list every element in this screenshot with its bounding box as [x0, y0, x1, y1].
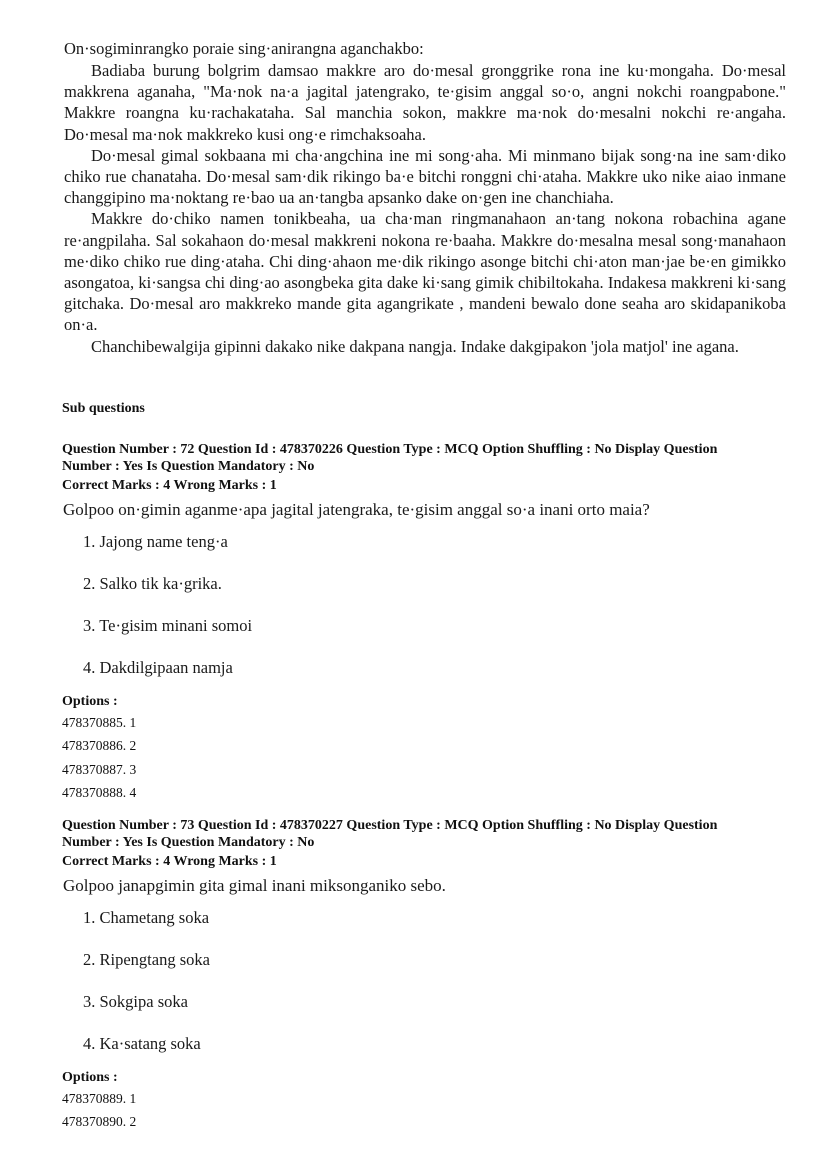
sub-questions-label: Sub questions	[62, 401, 145, 416]
choice-list	[62, 521, 782, 689]
question-text: Golpoo janapgimin gita gimal inani miksonganiko sebo.	[63, 875, 446, 895]
choice-item: 3. Te·gisim minani somoi	[83, 615, 253, 635]
choice-item: 1. Chametang soka	[83, 907, 210, 927]
choice-item: 4. Dakdilgipaan namja	[83, 657, 233, 677]
passage-paragraph: Do·mesal gimal sokbaana mi cha·angchina ine mi song·aha. Mi minmano bijak song·na ine sam·diko chiko rue chanataha. Do·mesal sam·dik rikingo ba·e bitchi ronggni chi·ataha. Makkre uko nike aiao inmane changgipino ma·noktang re·bao ua an·tangba apsanko dake on·gen ine chanchiaha.	[64, 145, 786, 208]
choice-item: 2. Salko tik ka·grika.	[83, 573, 222, 593]
options-label: Options :	[62, 693, 118, 709]
option-item: 478370887. 3	[62, 761, 137, 777]
passage-heading: On·sogiminrangko poraie sing·anirangna aganchakbo:	[64, 39, 424, 58]
option-item: 478370890. 2	[62, 1114, 137, 1129]
question-marks: Correct Marks : 4 Wrong Marks : 1	[62, 478, 277, 493]
question-block-73	[62, 818, 782, 1134]
question-meta: Question Number : 73 Question Id : 478370227 Question Type : MCQ Option Shuffling : No Display Question	[62, 818, 718, 833]
question-marks: Correct Marks : 4 Wrong Marks : 1	[62, 854, 277, 869]
question-block-72	[62, 442, 782, 805]
option-item: 478370885. 1	[62, 714, 137, 730]
choice-list	[62, 897, 782, 1065]
choice-item: 1. Jajong name teng·a	[83, 531, 228, 551]
choice-item: 3. Sokgipa soka	[83, 991, 188, 1011]
option-item: 478370886. 2	[62, 738, 137, 753]
passage-paragraph: Badiaba burung bolgrim damsao makkre aro do·mesal gronggrike rona ine ku·mongaha. Do·mesal makkrena aganaha, "Ma·nok na·a jagital jatengrako, te·gisim anggal so·o, angni nokchi roangpabone." Makkre roangna ku·rachakataha. Sal manchia sokon, makkre ma·nok do·mesalni nokchi re·angaha. Do·mesal ma·nok makkreko kusi ong·e rimchaksoaha.	[64, 61, 786, 144]
passage-paragraph: Chanchibewalgija gipinni dakako nike dakpana nangja. Indake dakgipakon 'jola matjol' ine agana.	[91, 336, 739, 356]
question-text: Golpoo on·gimin aganme·apa jagital jatengraka, te·gisim anggal so·a inani orto maia?	[63, 499, 650, 519]
passage-paragraph: Makkre do·chiko namen tonikbeaha, ua cha·man ringmanahaon an·tang nokona robachina agane re·angpilaha. Sal sokahaon do·mesal makkreni nokona re·baaha. Makkre do·mesalna mesal song·manahaon me·diko chiko rue ding·ataha. Chi ding·ahaon me·dik rikingo asonge bitchi chi·aton man·jae be·en gimikko asongatoa, ki·sangsa chi ding·ao asongbeka gita dake ki·sang gimik chibiltokaha. Indakesa makkreni ki·sang gitchaka. Do·mesal aro makkreko mande gita agangrikate , mandeni bewalo done seaha aro skidapanikoba on·a.	[64, 209, 786, 335]
question-meta: Number : Yes Is Question Mandatory : No	[62, 834, 315, 850]
option-item: 478370889. 1	[62, 1090, 137, 1106]
option-item: 478370888. 4	[62, 785, 137, 800]
question-meta: Number : Yes Is Question Mandatory : No	[62, 458, 315, 474]
choice-item: 2. Ripengtang soka	[83, 949, 210, 969]
question-meta: Question Number : 72 Question Id : 478370226 Question Type : MCQ Option Shuffling : No Display Question	[62, 442, 718, 457]
passage-body	[64, 60, 786, 357]
choice-item: 4. Ka·satang soka	[83, 1033, 201, 1053]
options-label: Options :	[62, 1069, 118, 1085]
